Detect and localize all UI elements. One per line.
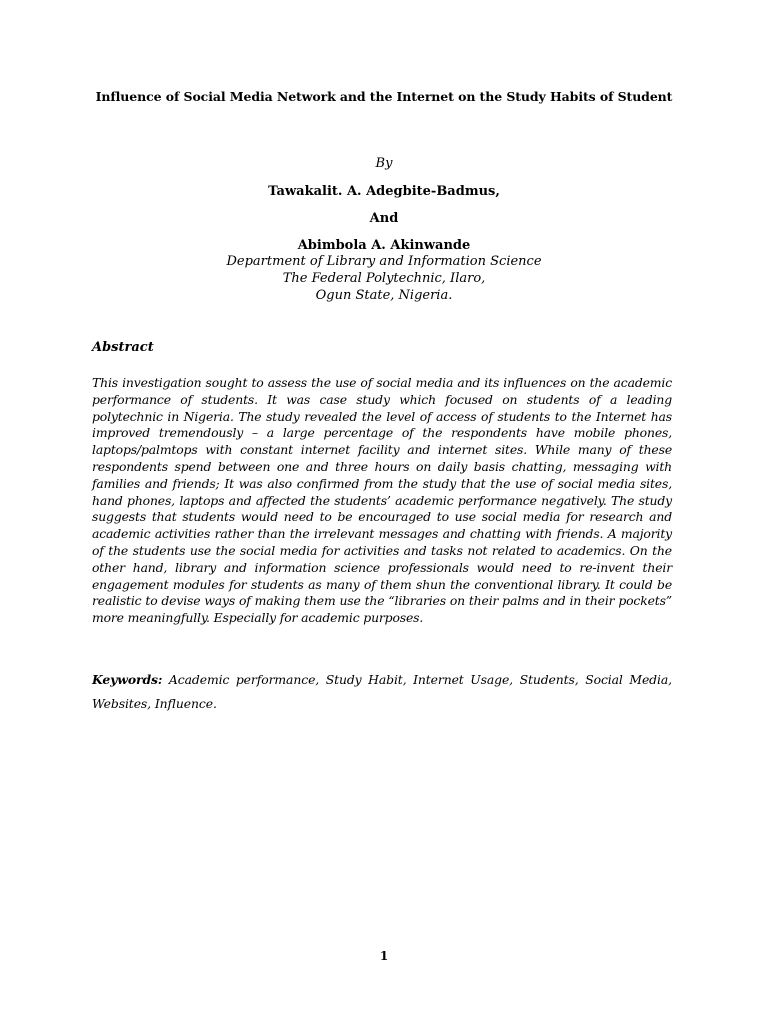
keywords-list: Academic performance, Study Habit, Internet Usage, Students, Social Media, Websites, Influence. [92,672,672,711]
author-name-1: Tawakalit. A. Adegbite-Badmus, [268,184,500,199]
affiliation-institution: The Federal Polytechnic, Ilaro, [282,271,486,286]
affiliation-location: Ogun State, Nigeria. [315,288,453,303]
abstract-text: This investigation sought to assess the use of social media and its influences on the academic performance of students. It was case study which focused on students of a leading polytechnic in Nigeria. The study revealed the level of access of students to the Internet has improved tremendously – a large percentage of the respondents have mobile phones, laptops/palmtops with constant internet facility and internet sites. While many of these respondents spend between one and three hours on daily basis chatting, messaging with families and friends; It was also confirmed from the study that the use of social media sites, hand phones, laptops and affected the students’ academic performance negatively. The study suggests that students would need to be encouraged to use social media for research and academic activities rather than the irrelevant messages and chatting with friends. A majority of the students use the social media for activities and tasks not related to academics. On the other hand, library and information science professionals would need to re-invent their engagement modules for students as many of them shun the conventional library. It could be realistic to devise ways of making them use the “libraries on their palms and in their pockets” more meaningfully. Especially for academic purposes. [92,375,672,626]
author-name-2: Abimbola A. Akinwande [297,238,471,253]
keywords-label: Keywords: [92,672,163,687]
paper-title: Influence of Social Media Network and the Internet on the Study Habits of Student [95,89,673,104]
author-affiliation [80,253,688,304]
keywords-paragraph [92,668,672,716]
affiliation-department: Department of Library and Information Science [226,254,542,269]
author-conjunction: And [369,211,399,226]
by-line: By [375,156,393,171]
abstract-heading: Abstract [92,340,154,355]
page-number: 1 [379,949,389,963]
